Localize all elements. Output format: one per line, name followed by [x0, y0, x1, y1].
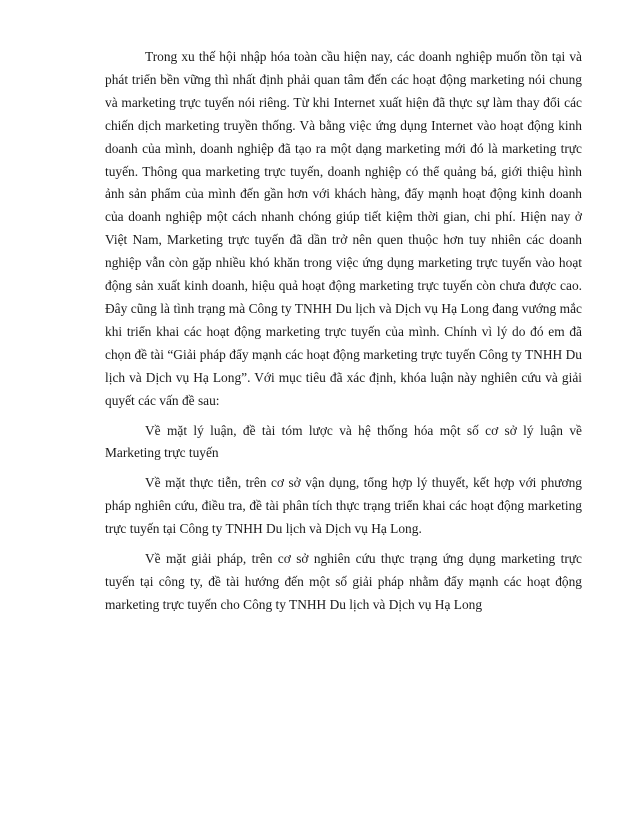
paragraph-solution: Về mặt giải pháp, trên cơ sở nghiên cứu thực trạng ứng dụng marketing trực tuyến tại công ty, đề tài hướng đến một số giải pháp nhằm đẩy mạnh các hoạt động marketing trực tuyến cho Công ty TNHH Du lịch và Dịch vụ Hạ Long	[105, 551, 582, 612]
body-text	[105, 46, 582, 617]
paragraph-practice: Về mặt thực tiễn, trên cơ sở vận dụng, tổng hợp lý thuyết, kết hợp với phương pháp nghiên cứu, điều tra, đề tài phân tích thực trạng triển khai các hoạt động marketing trực tuyến tại Công ty TNHH Du lịch và Dịch vụ Hạ Long.	[105, 475, 582, 537]
paragraph-intro: Trong xu thế hội nhập hóa toàn cầu hiện nay, các doanh nghiệp muốn tồn tại và phát triển bền vững thì nhất định phải quan tâm đến các hoạt động marketing nói chung và marketing trực tuyến nói riêng. Từ khi Internet xuất hiện đã thực sự làm thay đổi các chiến dịch marketing truyền thống. Và bằng việc ứng dụng Internet vào hoạt động kinh doanh của mình, doanh nghiệp đã tạo ra một dạng marketing mới đó là marketing trực tuyến. Thông qua marketing trực tuyến, doanh nghiệp có thể quảng bá, giới thiệu hình ảnh sản phẩm của mình đến gần hơn với khách hàng, đẩy mạnh hoạt động kinh doanh của doanh nghiệp một cách nhanh chóng giúp tiết kiệm thời gian, chi phí. Hiện nay ở Việt Nam, Marketing trực tuyến đã dần trở nên quen thuộc hơn tuy nhiên các doanh nghiệp vẫn còn gặp nhiều khó khăn trong việc ứng dụng marketing trực tuyến vào hoạt động sản xuất kinh doanh, hiệu quả hoạt động marketing trực tuyến còn chưa được cao. Đây cũng là tình trạng mà Công ty TNHH Du lịch và Dịch vụ Hạ Long đang vướng mắc khi triển khai các hoạt động marketing trực tuyến của mình. Chính vì lý do đó em đã chọn đề tài “Giải pháp đẩy mạnh các hoạt động marketing trực tuyến Công ty TNHH Du lịch và Dịch vụ Hạ Long”. Với mục tiêu đã xác định, khóa luận này nghiên cứu và giải quyết các vấn đề sau:	[105, 49, 582, 408]
paragraph-theory: Về mặt lý luận, đề tài tóm lược và hệ thống hóa một số cơ sở lý luận về Marketing trực tuyến	[105, 422, 582, 461]
